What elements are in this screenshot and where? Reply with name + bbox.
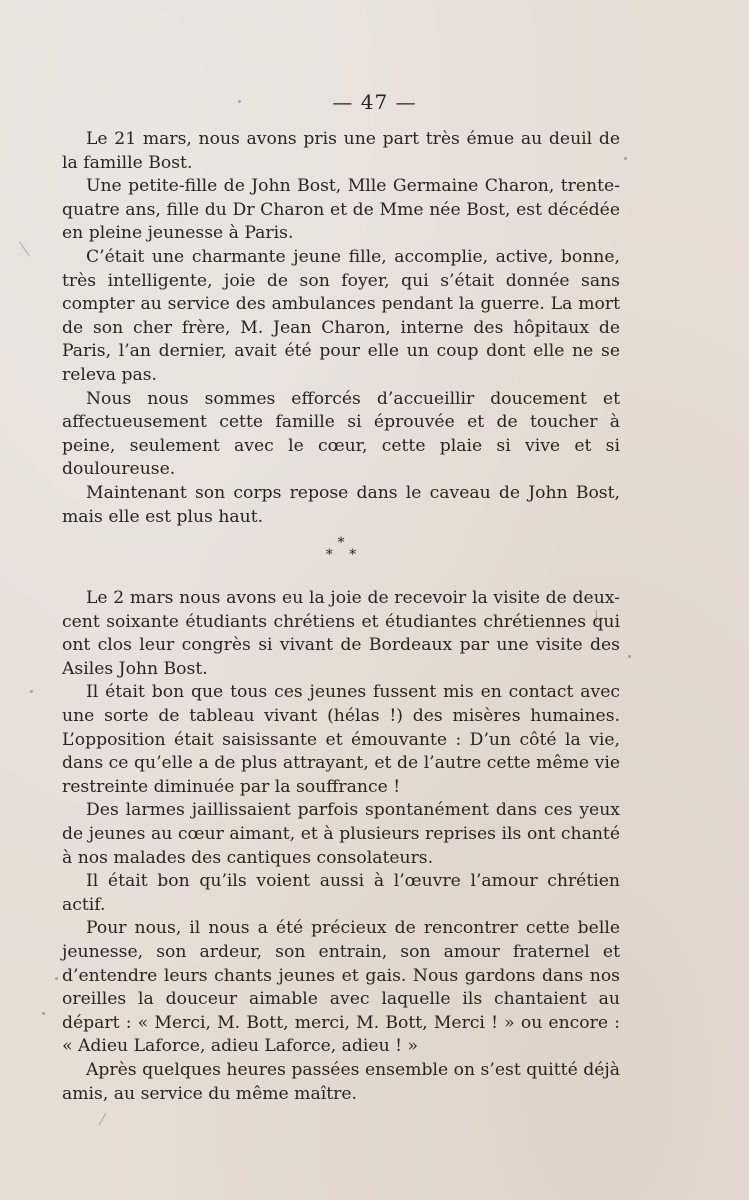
- paragraph-3: C’était une charmante jeune fille, accomplie, active, bonne, très intelligente, joie de son foyer, qui s’était donnée sans compter au service des ambulances pendant la guerre. La mort de son cher frère, M. Jean Charon, interne des hôpitaux de Paris, l’an dernier, avait été pour elle un coup dont elle ne se releva pas.: [62, 246, 620, 385]
- paper-speck: [30, 690, 33, 693]
- separator-asterisk-right: *: [349, 547, 357, 564]
- paragraph-7: Il était bon que tous ces jeunes fussent mis en contact avec une sorte de tableau vivant (hélas !) des misères humaines. L’opposition était saisissante et émouvante : D’un côté la vie, dans ce qu’elle a de plus attrayant, et de l’autre cette même vie restreinte diminuée par la souffrance !: [62, 682, 620, 797]
- paragraph-6: Le 2 mars nous avons eu la joie de recevoir la visite de deux-cent soixante étudiants chrétiens et étudiantes chrétiennes qui ont clos leur congrès si vivant de Bordeaux par une visite des Asiles John Bost.: [62, 588, 620, 679]
- paragraph-4: Nous nous sommes efforcés d’accueillir doucement et affectueusement cette famille si éprouvée et de toucher à peine, seulement avec le cœur, cette plaie si vive et si douloureuse.: [62, 388, 620, 480]
- page-number: — 47 —: [332, 90, 417, 114]
- paragraph-1: Le 21 mars, nous avons pris une part très émue au deuil de la famille Bost.: [62, 129, 620, 173]
- separator-asterisk-row: [62, 547, 620, 564]
- paper-speck: [624, 157, 627, 160]
- paragraph-5: Maintenant son corps repose dans le caveau de John Bost, mais elle est plus haut.: [62, 482, 620, 527]
- paragraph-8: Des larmes jaillissaient parfois spontanément dans ces yeux de jeunes au cœur aimant, et à plusieurs reprises ils ont chanté à nos malades des cantiques consolateurs.: [62, 800, 620, 868]
- paper-scratch: [19, 241, 30, 256]
- paper-speck: [55, 977, 58, 980]
- paragraph-11: Après quelques heures passées ensemble on s’est quitté déjà amis, au service du même maître.: [62, 1059, 620, 1104]
- paper-speck: [628, 655, 631, 658]
- separator-asterisk-left: *: [325, 547, 333, 564]
- paper-speck: [42, 1012, 45, 1015]
- paragraph-10: Pour nous, il nous a été précieux de rencontrer cette belle jeunesse, son ardeur, son entrain, son amour fraternel et d’entendre leurs chants jeunes et gais. Nous gardons dans nos oreilles la douceur aimable avec laquelle ils chantaient au départ : « Merci, M. Bott, merci, M. Bott, Merci ! » ou encore : « Adieu Laforce, adieu Laforce, adieu ! »: [62, 918, 620, 1057]
- body-text: [62, 128, 620, 1106]
- section-separator: [62, 529, 620, 587]
- paper-scratch: [99, 1113, 107, 1126]
- paragraph-2: Une petite-fille de John Bost, Mlle Germaine Charon, trente-quatre ans, fille du Dr Charon et de Mme née Bost, est décédée en pleine jeunesse à Paris.: [62, 176, 620, 244]
- paragraph-9: Il était bon qu’ils voient aussi à l’œuvre l’amour chrétien actif.: [62, 871, 620, 915]
- separator-asterisk-top: *: [337, 535, 345, 552]
- paper-scratch: [596, 610, 597, 624]
- paper-speck: [238, 100, 241, 103]
